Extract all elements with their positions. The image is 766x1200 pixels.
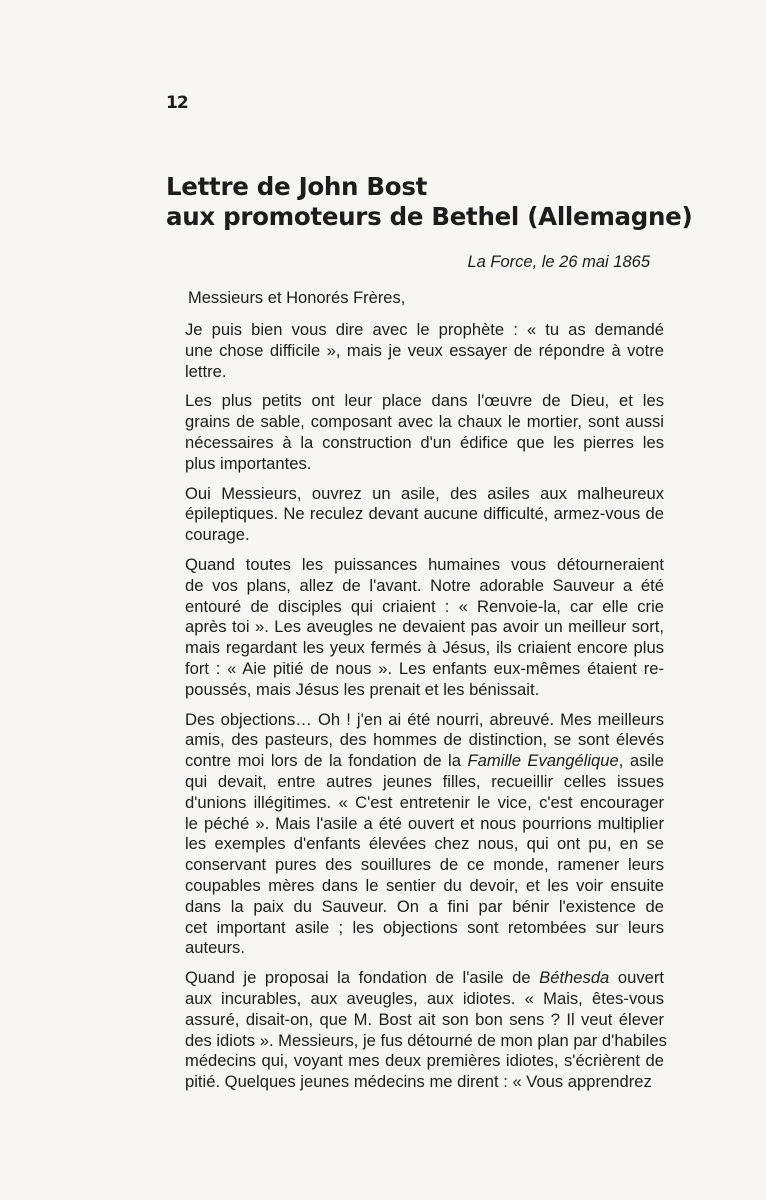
text-line: d'unions illégitimes. « C'est entretenir le vice, c'est encourager	[185, 792, 664, 812]
text-line: aux incurables, aux aveugles, aux idiotes. « Mais, êtes-vous	[185, 988, 664, 1008]
text-line: le péché ». Mais l'asile a été ouvert et nous pourrions multiplier	[185, 813, 664, 833]
text-line: qui devait, entre autres jeunes filles, recueillir celles issues	[185, 771, 664, 791]
text-line: plus importantes.	[185, 453, 312, 473]
paragraph	[166, 710, 664, 960]
text-line: pitié. Quelques jeunes médecins me dirent : « Vous apprendrez	[185, 1072, 652, 1092]
text-line: dans la paix du Sauveur. On a fini par bénir l'existence de	[185, 896, 664, 916]
title-line-2: aux promoteurs de Bethel (Allemagne)	[166, 202, 693, 231]
dateline: La Force, le 26 mai 1865	[467, 253, 650, 271]
text-line: Quand toutes les puissances humaines vous détourneraient	[185, 554, 664, 574]
text-line: épileptiques. Ne reculez devant aucune difficulté, armez-vous de	[185, 504, 664, 524]
text-line: grains de sable, composant avec la chaux le mortier, sont aussi	[185, 412, 664, 432]
text-line: Quand je proposai la fondation de l'asile de Béthesda ouvert	[185, 968, 664, 988]
text-line: Je puis bien vous dire avec le prophète : « tu as demandé	[185, 320, 664, 339]
title-line-1: Lettre de John Bost	[166, 172, 428, 201]
text-line: Les plus petits ont leur place dans l'œuvre de Dieu, et les	[185, 391, 664, 411]
paragraph	[166, 320, 664, 382]
text-line: lettre.	[185, 361, 227, 381]
page-number: 12	[166, 93, 188, 113]
paragraph	[166, 391, 664, 474]
text-line: contre moi lors de la fondation de la Famille Evangélique, asile	[185, 751, 664, 771]
letter-body	[166, 320, 667, 1102]
text-line: de vos plans, allez de l'avant. Notre adorable Sauveur a été	[185, 575, 664, 595]
paragraph	[166, 968, 667, 1093]
text-line: courage.	[185, 525, 250, 545]
text-line: coupables mères dans le sentier du devoir, et les voir ensuite	[185, 875, 664, 895]
text-line: assuré, disait-on, que M. Bost ait son bon sens ? Il veut élever	[185, 1009, 664, 1029]
text-line: les exemples d'enfants élevées chez nous, qui ont pu, en se	[185, 834, 664, 854]
text-line: des idiots ». Messieurs, je fus détourné de mon plan par d'habiles	[185, 1030, 667, 1050]
text-line: conservant pures des souillures de ce monde, ramener leurs	[185, 855, 664, 875]
text-line: cet important asile ; les objections sont retombées sur leurs	[185, 917, 664, 937]
text-line: médecins qui, voyant mes deux premières idiotes, s'écrièrent de	[185, 1051, 664, 1071]
text-line: nécessaires à la construction d'un édifice que les pierres les	[185, 432, 664, 452]
paragraph	[166, 555, 664, 701]
text-line: poussés, mais Jésus les prenait et les bénissait.	[185, 679, 540, 699]
text-line: mais regardant les yeux fermés à Jésus, ils criaient encore plus	[185, 638, 664, 658]
text-line: Des objections… Oh ! j'en ai été nourri, abreuvé. Mes meilleurs	[185, 709, 664, 729]
letter-title	[166, 172, 693, 232]
salutation: Messieurs et Honorés Frères,	[188, 289, 406, 307]
paragraph	[166, 484, 664, 546]
text-line: fort : « Aie pitié de nous ». Les enfants eux-mêmes étaient re-	[185, 658, 664, 678]
text-line: une chose difficile », mais je veux essayer de répondre à votre	[185, 340, 664, 360]
text-line: après toi ». Les aveugles ne devaient pas avoir un meilleur sort,	[185, 617, 664, 637]
text-line: Oui Messieurs, ouvrez un asile, des asiles aux malheureux	[185, 483, 664, 503]
text-line: auteurs.	[185, 938, 245, 958]
text-line: entouré de disciples qui criaient : « Renvoie-la, car elle crie	[185, 596, 664, 616]
text-line: amis, des pasteurs, des hommes de distinction, se sont élevés	[185, 730, 664, 750]
